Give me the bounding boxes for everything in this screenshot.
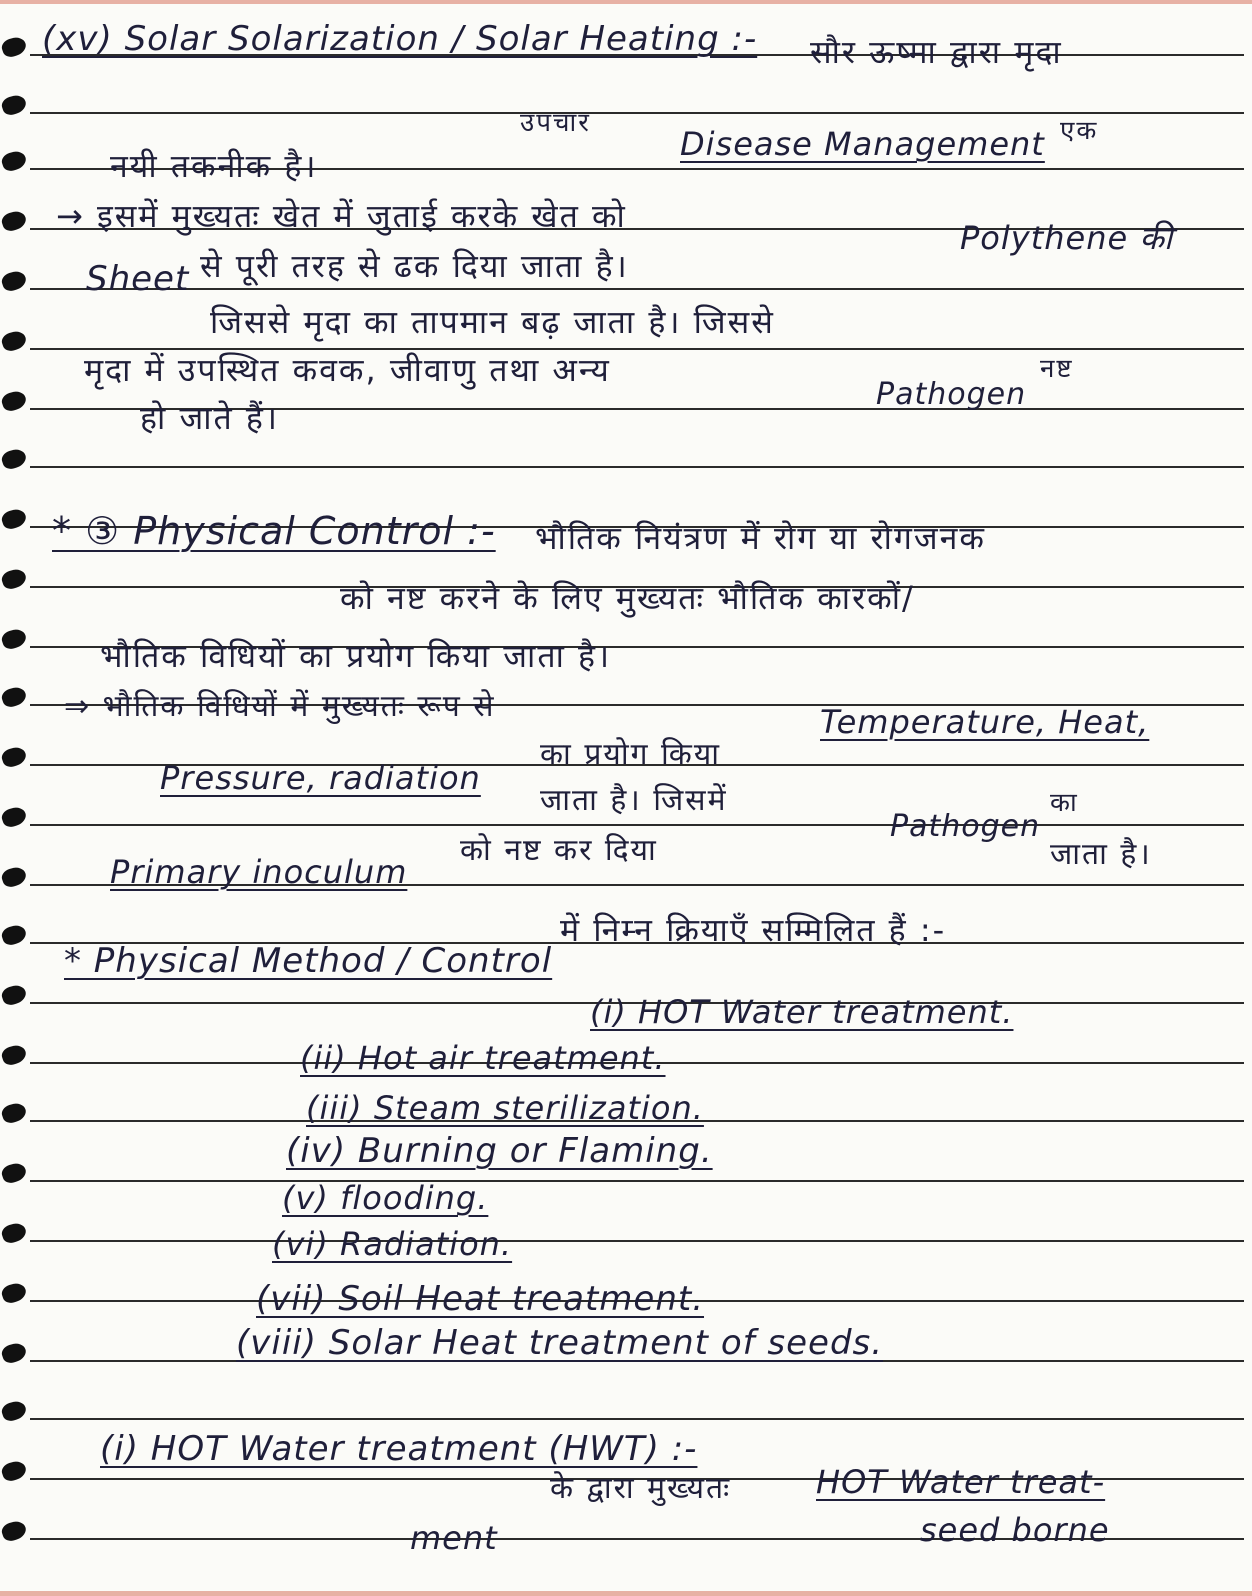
hwt-heading: (i) HOT Water treatment (HWT) :- — [100, 1429, 698, 1469]
section-xv-line4: → इसमें मुख्यतः खेत में जुताई करके खेत को — [56, 197, 627, 235]
ruled-line — [30, 1180, 1244, 1182]
physical-control-heading: * ③ Physical Control :- — [52, 509, 496, 553]
binding-hole — [0, 685, 28, 710]
physical-control-line6-en2: Pathogen — [890, 809, 1041, 844]
binding-hole — [0, 389, 28, 414]
page-top-margin — [0, 0, 1252, 4]
physical-control-line3: भौतिक विधियों का प्रयोग किया जाता है। — [100, 637, 612, 675]
binding-hole — [0, 923, 28, 948]
physical-control-line5: का प्रयोग किया — [540, 737, 721, 772]
ruled-line — [30, 466, 1244, 468]
ruled-line — [30, 1418, 1244, 1420]
physical-control-line6-hi2: का — [1050, 788, 1079, 818]
hwt-line2-en: ment — [410, 1519, 498, 1557]
binding-hole — [0, 1043, 28, 1068]
physical-control-line4-en: Temperature, Heat, — [820, 703, 1150, 741]
binding-hole — [0, 1341, 28, 1366]
section-xv-line5-en: Sheet — [86, 259, 190, 299]
section-xv-line7-en: Pathogen — [876, 377, 1027, 412]
section-xv-line8: हो जाते हैं। — [140, 399, 280, 437]
section-xv-line7-hi2: नष्ट — [1040, 354, 1074, 384]
section-xv-line2a: उपचार — [520, 108, 591, 138]
section-xv-line5: से पूरी तरह से ढक दिया जाता है। — [200, 247, 629, 285]
binding-hole — [0, 93, 28, 118]
section-xv-line7: मृदा में उपस्थित कवक, जीवाणु तथा अन्य — [84, 351, 611, 389]
methods-heading: * Physical Method / Control — [64, 941, 553, 981]
methods-heading-hi: में निम्न क्रियाएँ सम्मिलित हैं :- — [560, 911, 947, 949]
method-item-1: (i) HOT Water treatment. — [590, 993, 1014, 1031]
section-xv-line3: नयी तकनीक है। — [110, 147, 318, 185]
binding-hole — [0, 35, 28, 60]
binding-hole — [0, 1221, 28, 1246]
hwt-line2-en2: seed borne — [920, 1511, 1110, 1549]
ruled-line — [30, 824, 1244, 826]
binding-hole — [0, 1281, 28, 1306]
page-bottom-margin — [0, 1591, 1252, 1596]
binding-hole — [0, 1459, 28, 1484]
section-xv-line2c: एक — [1060, 116, 1099, 146]
binding-hole — [0, 627, 28, 652]
ruled-line — [30, 112, 1244, 114]
binding-hole — [0, 149, 28, 174]
binding-hole — [0, 865, 28, 890]
method-item-3: (iii) Steam sterilization. — [306, 1089, 704, 1127]
method-item-8: (viii) Solar Heat treatment of seeds. — [236, 1323, 884, 1363]
physical-control-line2: को नष्ट करने के लिए मुख्यतः भौतिक कारकों/ — [340, 579, 915, 617]
binding-hole — [0, 209, 28, 234]
section-xv-heading: (xv) Solar Solarization / Solar Heating :- — [42, 19, 758, 59]
hwt-line1: के द्वारा मुख्यतः — [550, 1471, 732, 1506]
method-item-5: (v) flooding. — [282, 1179, 489, 1217]
ruled-line — [30, 348, 1244, 350]
binding-hole — [0, 745, 28, 770]
method-item-4: (iv) Burning or Flaming. — [286, 1131, 713, 1171]
method-item-2: (ii) Hot air treatment. — [300, 1039, 666, 1077]
section-xv-line2b: Disease Management — [680, 125, 1045, 163]
binding-hole — [0, 269, 28, 294]
physical-control-line7-hi2: जाता है। — [1050, 837, 1152, 872]
ruled-line — [30, 288, 1244, 290]
method-item-7: (vii) Soil Heat treatment. — [256, 1279, 705, 1319]
physical-control-line8-en: Primary inoculum — [110, 853, 408, 891]
binding-hole — [0, 805, 28, 830]
binding-hole — [0, 1101, 28, 1126]
binding-hole — [0, 567, 28, 592]
physical-control-line6-en: Pressure, radiation — [160, 759, 481, 797]
binding-hole — [0, 983, 28, 1008]
physical-control-line1: भौतिक नियंत्रण में रोग या रोगजनक — [535, 519, 987, 557]
physical-control-line6: जाता है। जिसमें — [540, 783, 728, 818]
binding-hole — [0, 1399, 28, 1424]
physical-control-line7: को नष्ट कर दिया — [460, 833, 658, 868]
hwt-line1-en: HOT Water treat- — [816, 1463, 1106, 1501]
section-xv-line4-en: Polythene की — [960, 219, 1174, 257]
method-item-6: (vi) Radiation. — [272, 1225, 513, 1263]
ruled-line — [30, 1240, 1244, 1242]
binding-hole — [0, 447, 28, 472]
binding-hole — [0, 507, 28, 532]
section-xv-line1: सौर ऊष्मा द्वारा मृदा — [810, 33, 1063, 71]
binding-hole — [0, 329, 28, 354]
physical-control-line4: ⇒ भौतिक विधियों में मुख्यतः रूप से — [64, 689, 496, 724]
section-xv-line6: जिससे मृदा का तापमान बढ़ जाता है। जिससे — [210, 303, 775, 341]
binding-hole — [0, 1161, 28, 1186]
binding-hole — [0, 1519, 28, 1544]
